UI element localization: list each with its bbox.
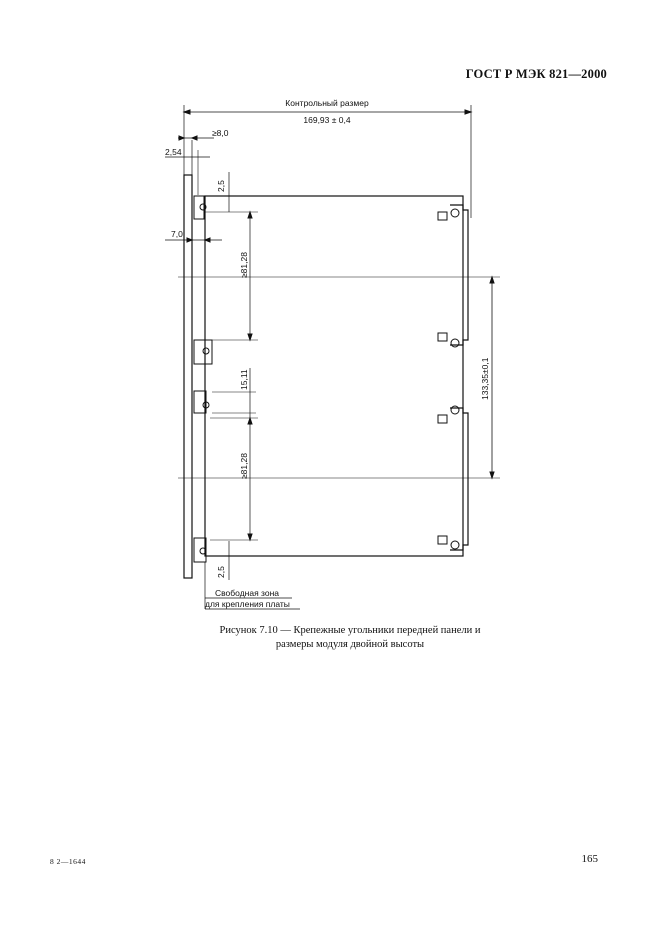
- page-number: 165: [581, 853, 598, 865]
- dim-2-54: 2,54: [165, 147, 182, 157]
- dim-min-8: ≥8,0: [212, 128, 229, 138]
- dim-15-11: 15,11: [239, 369, 249, 390]
- front-panel: [184, 175, 192, 578]
- dim-7-0: 7,0: [171, 229, 183, 239]
- figure-caption: [150, 624, 550, 652]
- free-zone-label-line1: Свободная зона: [215, 588, 279, 598]
- connector-bottom: [450, 408, 468, 550]
- caption-line-1: Рисунок 7.10 — Крепежные угольники передней панели и: [219, 625, 481, 636]
- control-size-value: 169,93 ± 0,4: [303, 115, 351, 125]
- mounting-brackets: [194, 196, 212, 562]
- print-code: 8 2—1644: [50, 857, 86, 866]
- connector-top: [450, 205, 468, 345]
- dim-2-5-bottom: 2,5: [216, 566, 226, 578]
- dim-81-28-b: ≥81,28: [239, 453, 249, 479]
- caption-line-2: размеры модуля двойной высоты: [275, 639, 425, 650]
- free-zone-label-line2: для крепления платы: [205, 599, 290, 609]
- dim-81-28-a: ≥81,28: [239, 252, 249, 278]
- standard-id-header: ГОСТ Р МЭК 821—2000: [465, 67, 607, 81]
- dim-133-35: 133,35±0,1: [480, 357, 490, 400]
- dim-2-5-top: 2,5: [216, 180, 226, 192]
- control-size-label: Контрольный размер: [285, 98, 369, 108]
